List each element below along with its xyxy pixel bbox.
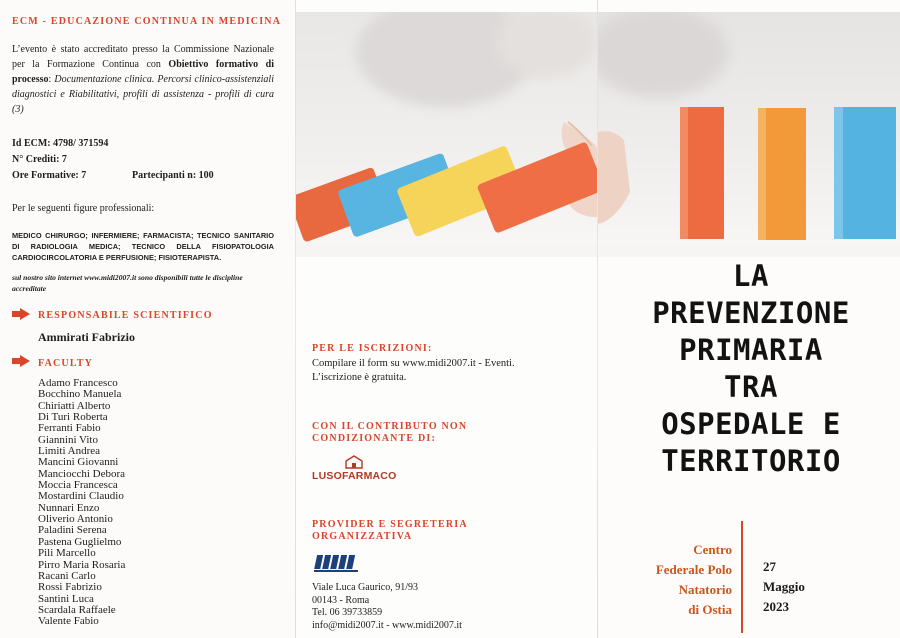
faculty-member: Rossi Fabrizio <box>38 581 102 594</box>
id-ecm: Id ECM: 4798/ 371594 <box>12 138 109 149</box>
provider-address <box>312 582 462 632</box>
faculty-member: Scardala Raffaele <box>38 603 116 616</box>
provider-phone: Tel. 06 39733859 <box>312 607 383 618</box>
title-line: TERRITORIO <box>661 444 841 478</box>
faculty-member: Chiriatti Alberto <box>38 399 111 412</box>
title-line: PREVENZIONE <box>652 296 850 330</box>
faculty-member: Adamo Francesco <box>38 377 118 389</box>
faculty-member: Santini Luca <box>38 592 94 605</box>
responsabile-title: RESPONSABILE SCIENTIFICO <box>38 310 213 321</box>
faculty-member: Nunnari Enzo <box>38 501 100 514</box>
title-line: LA <box>733 259 769 293</box>
figure-lead: Per le seguenti figure professionali: <box>12 203 155 214</box>
building-icon <box>344 455 364 469</box>
iscrizioni-line-1: Compilare il form su www.midi2007.it - Eventi. <box>312 358 515 369</box>
faculty-member: Pili Marcello <box>38 547 96 560</box>
faculty-member: Giannini Vito <box>38 433 98 446</box>
address-street: Viale Luca Gaurico, 91/93 <box>312 582 419 593</box>
panel-info <box>296 0 598 638</box>
arrow-right-icon <box>12 355 30 367</box>
faculty-title: FACULTY <box>38 358 94 369</box>
midi-logo <box>312 551 368 575</box>
faculty-member: Moccia Francesca <box>38 479 118 492</box>
date-month: Maggio <box>763 579 805 594</box>
event-date <box>763 557 805 617</box>
faculty-member: Oliverio Antonio <box>38 513 113 526</box>
divider <box>741 521 743 633</box>
panel-ecm <box>0 0 296 638</box>
faculty-member: Mostardini Claudio <box>38 490 124 503</box>
iscrizioni-line-2: L’iscrizione è gratuita. <box>312 372 407 383</box>
faculty-member: Paladini Serena <box>38 524 107 537</box>
intro-colon: : <box>48 74 55 85</box>
professions-list: MEDICO CHIRURGO; INFERMIERE; FARMACISTA; TECNICO SANITARIO DI RADIOLOGIA MEDICA; TECNICO DELLA FISIOPATOLOGIA CARDIOCIRCOLATORIA E PERFUSIONE; FISIOTERAPISTA. <box>12 231 274 262</box>
date-year: 2023 <box>763 599 789 614</box>
faculty-member: Pastena Guglielmo <box>38 535 122 548</box>
panel-cover <box>598 0 900 638</box>
blocks-photo <box>598 12 900 257</box>
intro-objective-detail: Documentazione clinica. Percorsi clinico-assistenziali diagnostici e Riabilitativi, profili di assistenza - profili di cura (3) <box>12 74 274 115</box>
intro-objective: Obiettivo formativo di processo <box>12 59 274 85</box>
provider-contacts: info@midi2007.it - www.midi2007.it <box>312 619 462 631</box>
iscrizioni-text <box>312 357 582 385</box>
sponsor-name: LUSOFARMACO <box>312 470 397 482</box>
venue-line: Centro <box>693 542 732 557</box>
domino-photo <box>296 12 598 257</box>
ecm-meta <box>12 136 214 184</box>
faculty-member: Pirro Maria Rosaria <box>38 558 126 571</box>
contributo-title: CON IL CONTRIBUTO NON CONDIZIONANTE DI: <box>312 421 468 444</box>
faculty-member: Racani Carlo <box>38 569 96 582</box>
provider-title: PROVIDER E SEGRETERIA ORGANIZZATIVA <box>312 519 468 542</box>
faculty-list <box>38 378 125 628</box>
event-venue <box>612 540 732 620</box>
ecm-intro <box>12 42 274 117</box>
crediti: N° Crediti: 7 <box>12 154 67 165</box>
ecm-title: ECM - EDUCAZIONE CONTINUA IN MEDICINA <box>12 16 282 27</box>
faculty-member: Limiti Andrea <box>38 445 101 458</box>
faculty-member: Manciocchi Debora <box>38 467 126 480</box>
faculty-member: Bocchino Manuela <box>38 388 122 401</box>
venue-line: di Ostia <box>688 602 732 617</box>
faculty-member: Ferranti Fabio <box>38 422 101 435</box>
venue-line: Natatorio <box>678 582 732 597</box>
responsabile-name: Ammirati Fabrizio <box>38 330 135 344</box>
sponsor-logo <box>312 455 422 489</box>
ore-partecipanti-row <box>12 168 214 184</box>
intro-text: L’evento è stato accreditato presso la Commissione Nazionale per la Formazione Continua con <box>12 44 274 70</box>
venue-line: Federale Polo <box>655 562 732 577</box>
arrow-right-icon <box>12 308 30 320</box>
faculty-member: Mancini Giovanni <box>38 456 119 469</box>
date-day: 27 <box>763 559 776 574</box>
faculty-member: Di Turi Roberta <box>38 411 108 424</box>
title-line: TRA <box>724 370 778 404</box>
faculty-member: Valente Fabio <box>38 615 99 628</box>
address-city: 00143 - Roma <box>312 594 370 606</box>
partecipanti: Partecipanti n: 100 <box>132 170 214 181</box>
title-line: PRIMARIA <box>679 333 823 367</box>
site-note: sul nostro sito internet www.midi2007.it sono disponibili tutte le discipline accreditate <box>12 273 243 293</box>
iscrizioni-title: PER LE ISCRIZIONI: <box>312 343 433 354</box>
title-line: OSPEDALE E <box>661 407 841 441</box>
event-title <box>628 258 874 480</box>
ore-formative: Ore Formative: 7 <box>12 170 87 181</box>
